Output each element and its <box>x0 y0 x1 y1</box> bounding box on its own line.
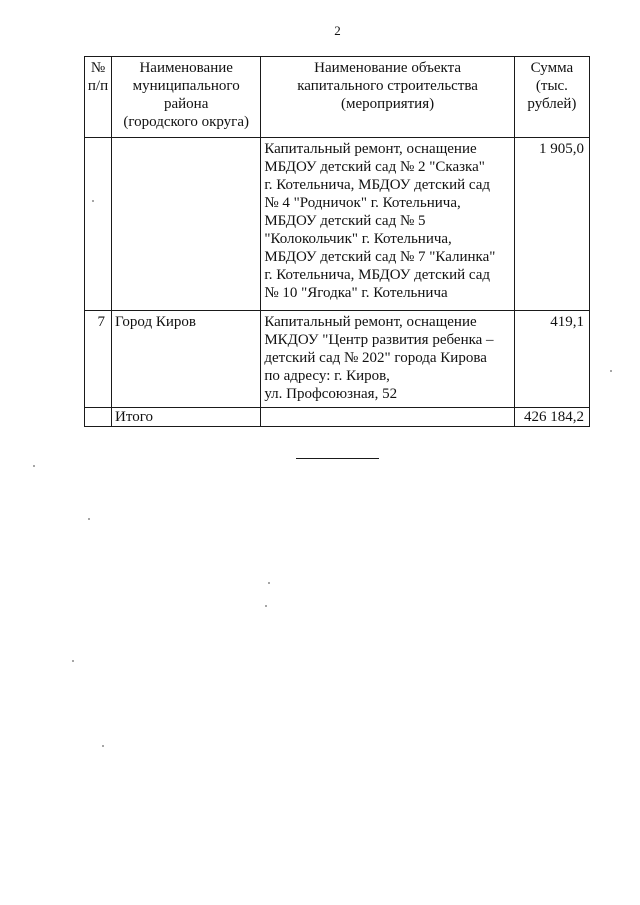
allocation-table <box>84 56 590 427</box>
scan-speck <box>33 465 35 467</box>
table-row <box>85 138 590 311</box>
sum-cell: 419,1 <box>514 311 589 408</box>
table-header <box>85 57 590 138</box>
total-sum: 426 184,2 <box>514 408 589 427</box>
scan-speck <box>102 745 104 747</box>
total-number-cell <box>85 408 112 427</box>
page-number: 2 <box>334 23 341 38</box>
scan-speck <box>92 200 94 202</box>
total-object-cell <box>261 408 515 427</box>
scan-speck <box>610 370 612 372</box>
row-number-cell <box>85 138 112 311</box>
header-district: Наименование муниципального района (городского округа) <box>112 57 261 138</box>
header-object: Наименование объекта капитального строительства (мероприятия) <box>261 57 515 138</box>
header-sum: Сумма (тыс. рублей) <box>514 57 589 138</box>
row-number-cell: 7 <box>85 311 112 408</box>
closing-rule <box>296 458 379 459</box>
district-cell <box>112 138 261 311</box>
object-cell: Капитальный ремонт, оснащение МКДОУ "Центр развития ребенка – детский сад № 202" города Кирова по адресу: г. Киров, ул. Профсоюзная, 52 <box>261 311 515 408</box>
scan-speck <box>265 605 267 607</box>
object-cell: Капитальный ремонт, оснащение МБДОУ детский сад № 2 "Сказка" г. Котельнича, МБДОУ детский сад № 4 "Родничок" г. Котельнича, МБДОУ детский сад № 5 "Колокольчик" г. Котельнича, МБДОУ детский сад № 7 "Калинка" г. Котельнича, МБДОУ детский сад № 10 "Ягодка" г. Котельнича <box>261 138 515 311</box>
table-row <box>85 311 590 408</box>
scan-speck <box>88 518 90 520</box>
sum-cell: 1 905,0 <box>514 138 589 311</box>
district-cell: Город Киров <box>112 311 261 408</box>
scan-speck <box>72 660 74 662</box>
total-label: Итого <box>112 408 261 427</box>
table-header-row <box>85 57 590 138</box>
header-number: № п/п <box>85 57 112 138</box>
scan-speck <box>268 582 270 584</box>
total-row <box>85 408 590 427</box>
